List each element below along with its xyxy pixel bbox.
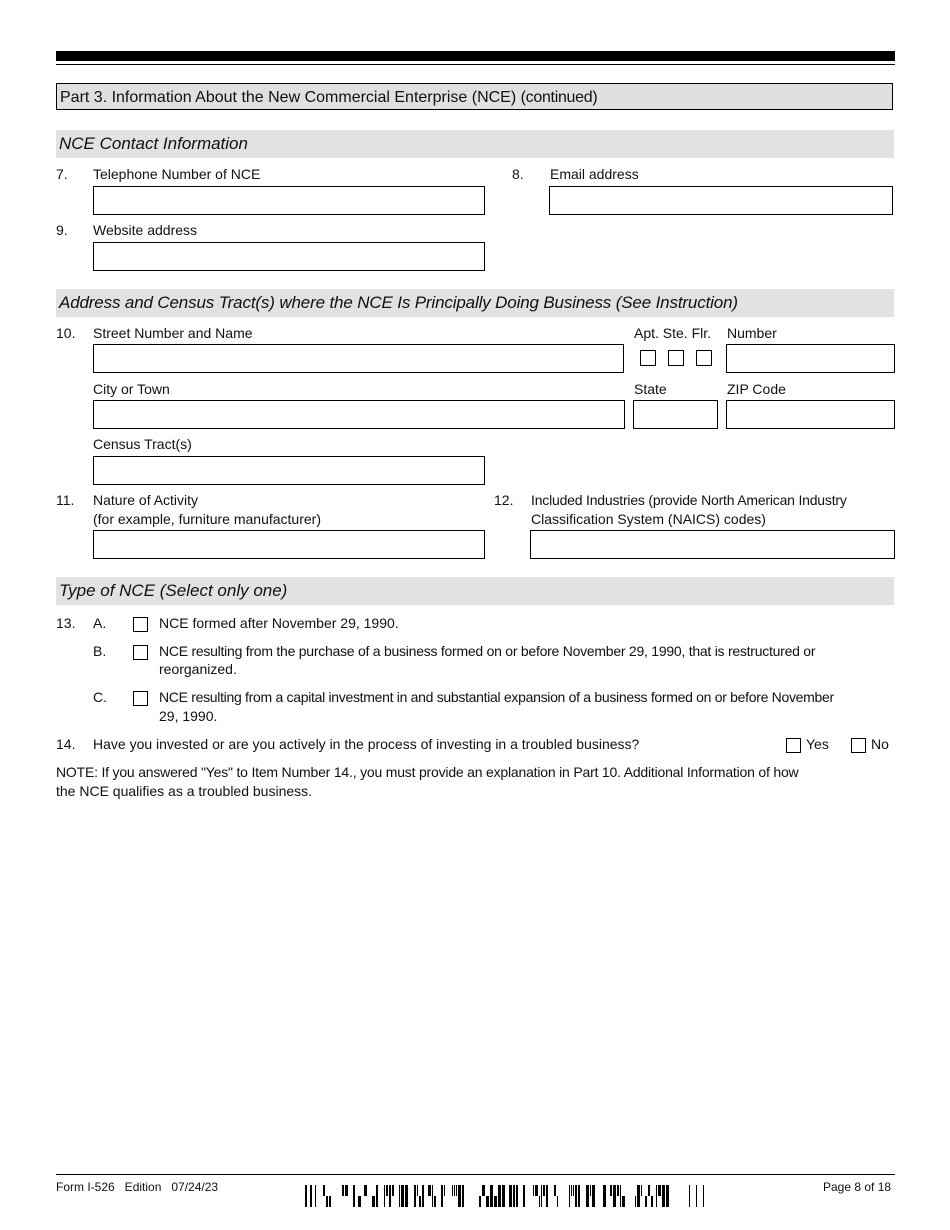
naics-input[interactable] xyxy=(530,530,895,559)
page-number: Page 8 of 18 xyxy=(823,1180,892,1194)
option-a-text: NCE formed after November 29, 1990. xyxy=(159,615,399,631)
option-b-text-cont: reorganized. xyxy=(159,661,237,677)
census-input[interactable] xyxy=(93,456,485,485)
footer-rule xyxy=(56,1174,895,1175)
naics-label: Included Industries (provide North American Industry xyxy=(531,492,847,508)
census-label: Census Tract(s) xyxy=(93,436,192,452)
section-address-heading: Address and Census Tract(s) where the NCE Is Principally Doing Business (See Instruction) xyxy=(56,289,894,317)
part-title: Part 3. Information About the New Commercial Enterprise (NCE) xyxy=(60,89,517,106)
item-10-number: 10. xyxy=(56,325,76,341)
note-item-ref: Item Number 14. xyxy=(251,764,353,780)
activity-label: Nature of Activity xyxy=(93,492,199,508)
ste-checkbox[interactable] xyxy=(668,350,684,366)
troubled-business-question: Have you invested or are you actively in the process of investing in a troubled business? xyxy=(93,736,640,752)
city-label: City or Town xyxy=(93,381,170,397)
option-c-checkbox[interactable] xyxy=(133,691,148,706)
option-b-checkbox[interactable] xyxy=(133,645,148,660)
naics-hint: Classification System (NAICS) codes) xyxy=(531,511,766,527)
note-line-1: NOTE: If you answered "Yes" to Item Number 14., you must provide an explanation in Part 10. Additional Information of how xyxy=(56,764,799,780)
section-type-heading: Type of NCE (Select only one) xyxy=(56,577,894,605)
item-12-number: 12. xyxy=(494,492,514,508)
item-9-number: 9. xyxy=(56,222,68,238)
email-label: Email address xyxy=(550,166,639,182)
item-7-number: 7. xyxy=(56,166,68,182)
zip-label: ZIP Code xyxy=(727,381,786,397)
yes-label: Yes xyxy=(806,736,829,752)
option-a-letter: A. xyxy=(93,615,107,631)
email-input[interactable] xyxy=(549,186,893,215)
state-label: State xyxy=(634,381,667,397)
yes-checkbox[interactable] xyxy=(786,738,801,753)
unit-type-label: Apt. Ste. Flr. xyxy=(634,325,712,341)
city-input[interactable] xyxy=(93,400,625,429)
street-input[interactable] xyxy=(93,344,624,373)
option-b-letter: B. xyxy=(93,643,107,659)
option-b-text: NCE resulting from the purchase of a business formed on or before November 29, 1990, that is restructured or xyxy=(159,643,816,659)
telephone-input[interactable] xyxy=(93,186,485,215)
option-c-text: NCE resulting from a capital investment in and substantial expansion of a business formed on or before November xyxy=(159,689,834,705)
state-select[interactable] xyxy=(633,400,718,429)
note-part-ref: Part 10. Additional Information xyxy=(573,764,755,780)
activity-hint: (for example, furniture manufacturer) xyxy=(93,511,321,527)
street-label: Street Number and Name xyxy=(93,325,253,341)
no-label: No xyxy=(871,736,889,752)
note-line-2: the NCE qualifies as a troubled business. xyxy=(56,783,313,799)
website-input[interactable] xyxy=(93,242,485,271)
unit-number-label: Number xyxy=(727,325,777,341)
unit-number-input[interactable] xyxy=(726,344,895,373)
website-label: Website address xyxy=(93,222,198,238)
item-8-number: 8. xyxy=(512,166,524,182)
form-edition: Form I-526 Edition 07/24/23 xyxy=(56,1180,219,1194)
part-header xyxy=(56,83,893,110)
header-rule-thick xyxy=(56,51,895,61)
option-c-text-cont: 29, 1990. xyxy=(159,708,218,724)
no-checkbox[interactable] xyxy=(851,738,866,753)
option-c-letter: C. xyxy=(93,689,107,705)
item-11-number: 11. xyxy=(56,492,75,508)
telephone-label: Telephone Number of NCE xyxy=(93,166,261,182)
zip-input[interactable] xyxy=(726,400,895,429)
flr-checkbox[interactable] xyxy=(696,350,712,366)
part-continued: (continued) xyxy=(520,89,598,106)
item-13-number: 13. xyxy=(56,615,76,631)
section-contact-heading: NCE Contact Information xyxy=(56,130,894,158)
barcode-image xyxy=(305,1185,713,1207)
header-rule-thin xyxy=(56,64,895,65)
apt-checkbox[interactable] xyxy=(640,350,656,366)
note-prefix: NOTE: xyxy=(56,764,98,780)
item-14-number: 14. xyxy=(56,736,76,752)
option-a-checkbox[interactable] xyxy=(133,617,148,632)
activity-input[interactable] xyxy=(93,530,485,559)
